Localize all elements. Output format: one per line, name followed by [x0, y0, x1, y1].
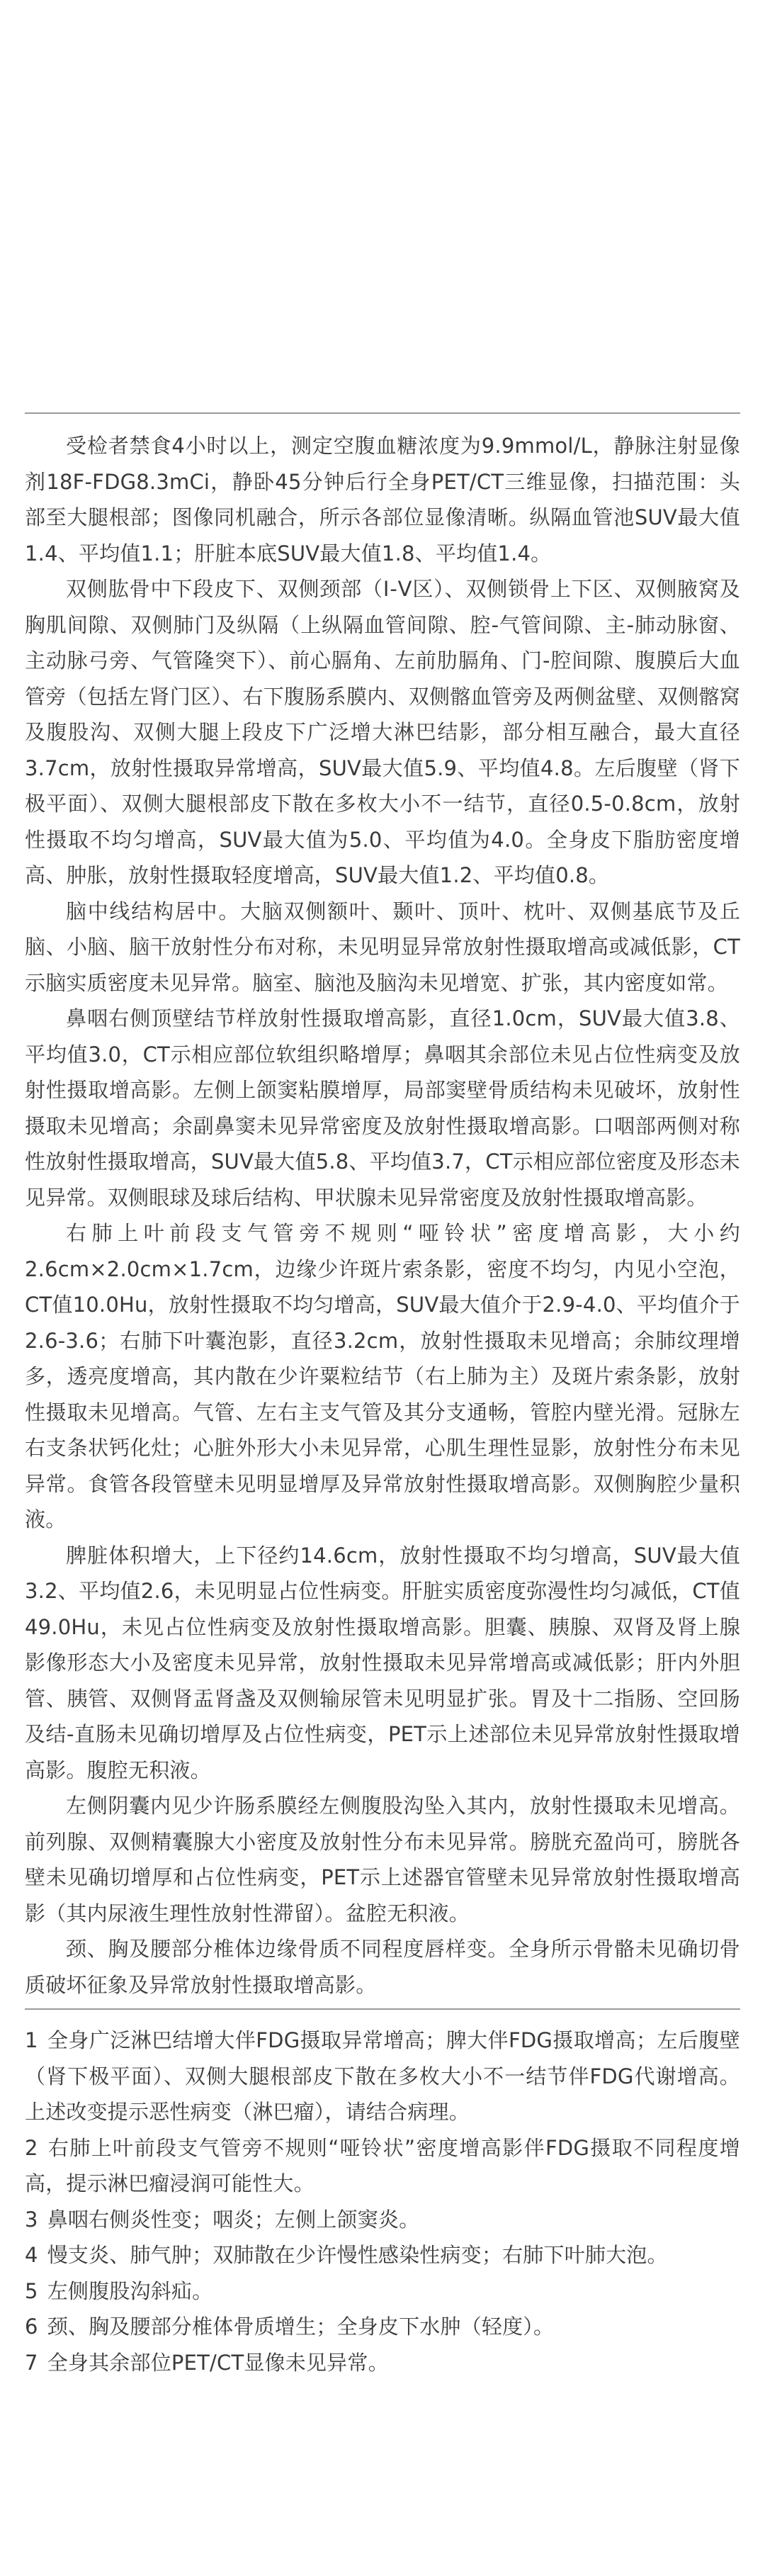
conclusion-text: 右肺上叶前段支气管旁不规则“哑铃状”密度增高影伴FDG摄取不同程度增高，提示淋巴瘤浸润可能性大。 [25, 2135, 740, 2195]
conclusion-item [25, 2345, 740, 2381]
findings-paragraph-brain: 脑中线结构居中。大脑双侧额叶、颞叶、顶叶、枕叶、双侧基底节及丘脑、小脑、脑干放射性分布对称，未见明显异常放射性摄取增高或减低影，CT示脑实质密度未见异常。脑室、脑池及脑沟未见增宽、扩张，其内密度如常。 [25, 899, 740, 995]
conclusion-number: 7 [25, 2350, 38, 2375]
pet-ct-report [25, 412, 740, 2380]
conclusion-number: 1 [25, 2028, 38, 2052]
conclusion-text: 左侧腹股沟斜疝。 [47, 2278, 213, 2303]
conclusion-item [25, 2237, 740, 2273]
conclusion-number: 5 [25, 2278, 38, 2303]
conclusion-item [25, 2130, 740, 2202]
conclusion-item [25, 2202, 740, 2238]
conclusion-text: 全身其余部位PET/CT显像未见异常。 [47, 2350, 389, 2375]
conclusion-text: 慢支炎、肺气肿；双肺散在少许慢性感染性病变；右肺下叶肺大泡。 [47, 2243, 668, 2267]
conclusion-item [25, 2023, 740, 2130]
findings-paragraph-head-neck: 鼻咽右侧顶壁结节样放射性摄取增高影，直径1.0cm，SUV最大值3.8、平均值3.0，CT示相应部位软组织略增厚；鼻咽其余部位未见占位性病变及放射性摄取增高影。左侧上颌窦粘膜增厚，局部窦壁骨质结构未见破坏，放射性摄取未见增高；余副鼻窦未见异常密度及放射性摄取增高影。口咽部两侧对称性放射性摄取增高，SUV最大值5.8、平均值3.7，CT示相应部位密度及形态未见异常。双侧眼球及球后结构、甲状腺未见异常密度及放射性摄取增高影。 [25, 1006, 740, 1210]
findings-paragraph-pelvis: 左侧阴囊内见少许肠系膜经左侧腹股沟坠入其内，放射性摄取未见增高。前列腺、双侧精囊腺大小密度及放射性分布未见异常。膀胱充盈尚可，膀胱各壁未见确切增厚和占位性病变，PET示上述器官管壁未见异常放射性摄取增高影（其内尿液生理性放射性滞留）。盆腔无积液。 [25, 1794, 740, 1925]
findings-paragraph-bones: 颈、胸及腰部分椎体边缘骨质不同程度唇样变。全身所示骨骼未见确切骨质破坏征象及异常放射性摄取增高影。 [25, 1937, 740, 1997]
conclusion-number: 4 [25, 2243, 38, 2267]
conclusion-text: 全身广泛淋巴结增大伴FDG摄取异常增高；脾大伴FDG摄取增高；左后腹壁（肾下极平面）、双侧大腿根部皮下散在多枚大小不一结节伴FDG代谢增高。上述改变提示恶性病变（淋巴瘤），请结合病理。 [25, 2028, 740, 2124]
conclusions-section [25, 2010, 740, 2380]
conclusion-item [25, 2273, 740, 2310]
findings-paragraph-chest: 右肺上叶前段支气管旁不规则“哑铃状”密度增高影，大小约2.6cm×2.0cm×1.7cm，边缘少许斑片索条影，密度不均匀，内见小空泡，CT值10.0Hu，放射性摄取不均匀增高，SUV最大值介于2.9-4.0、平均值介于2.6-3.6；右肺下叶囊泡影，直径3.2cm，放射性摄取未见增高；余肺纹理增多，透亮度增高，其内散在少许粟粒结节（右上肺为主）及斑片索条影，放射性摄取未见增高。气管、左右主支气管及其分支通畅，管腔内壁光滑。冠脉左右支条状钙化灶；心脏外形大小未见异常，心肌生理性显影，放射性分布未见异常。食管各段管壁未见明显增厚及异常放射性摄取增高影。双侧胸腔少量积液。 [25, 1221, 740, 1531]
conclusion-number: 2 [25, 2135, 38, 2160]
conclusion-text: 鼻咽右侧炎性变；咽炎；左侧上颌窦炎。 [47, 2207, 420, 2232]
conclusion-item [25, 2309, 740, 2345]
findings-section [25, 414, 740, 2008]
conclusion-number: 6 [25, 2315, 38, 2339]
findings-paragraph-lymph-nodes: 双侧肱骨中下段皮下、双侧颈部（Ⅰ-Ⅴ区）、双侧锁骨上下区、双侧腋窝及胸肌间隙、双侧肺门及纵隔（上纵隔血管间隙、腔-气管间隙、主-肺动脉窗、主动脉弓旁、气管隆突下）、前心膈角、左前肋膈角、门-腔间隙、腹膜后大血管旁（包括左肾门区）、右下腹肠系膜内、双侧髂血管旁及两侧盆壁、双侧髂窝及腹股沟、双侧大腿上段皮下广泛增大淋巴结影，部分相互融合，最大直径3.7cm，放射性摄取异常增高，SUV最大值5.9、平均值4.8。左后腹壁（肾下极平面）、双侧大腿根部皮下散在多枚大小不一结节，直径0.5-0.8cm，放射性摄取不均匀增高，SUV最大值为5.0、平均值为4.0。全身皮下脂肪密度增高、肿胀，放射性摄取轻度增高，SUV最大值1.2、平均值0.8。 [25, 577, 740, 887]
findings-paragraph-preparation: 受检者禁食4小时以上，测定空腹血糖浓度为9.9mmol/L，静脉注射显像剂18F-FDG8.3mCi，静卧45分钟后行全身PET/CT三维显像，扫描范围：头部至大腿根部；图像同机融合，所示各部位显像清晰。纵隔血管池SUV最大值1.4、平均值1.1；肝脏本底SUV最大值1.8、平均值1.4。 [25, 434, 740, 566]
conclusion-text: 颈、胸及腰部分椎体骨质增生；全身皮下水肿（轻度）。 [47, 2315, 555, 2339]
conclusion-number: 3 [25, 2207, 38, 2232]
findings-paragraph-abdomen: 脾脏体积增大，上下径约14.6cm，放射性摄取不均匀增高，SUV最大值3.2、平均值2.6，未见明显占位性病变。肝脏实质密度弥漫性均匀减低，CT值49.0Hu，未见占位性病变及放射性摄取增高影。胆囊、胰腺、双肾及肾上腺影像形态大小及密度未见异常，放射性摄取未见异常增高或减低影；肝内外胆管、胰管、双侧肾盂肾盏及双侧输尿管未见明显扩张。胃及十二指肠、空回肠及结-直肠未见确切增厚及占位性病变，PET示上述部位未见异常放射性摄取增高影。腹腔无积液。 [25, 1543, 740, 1782]
